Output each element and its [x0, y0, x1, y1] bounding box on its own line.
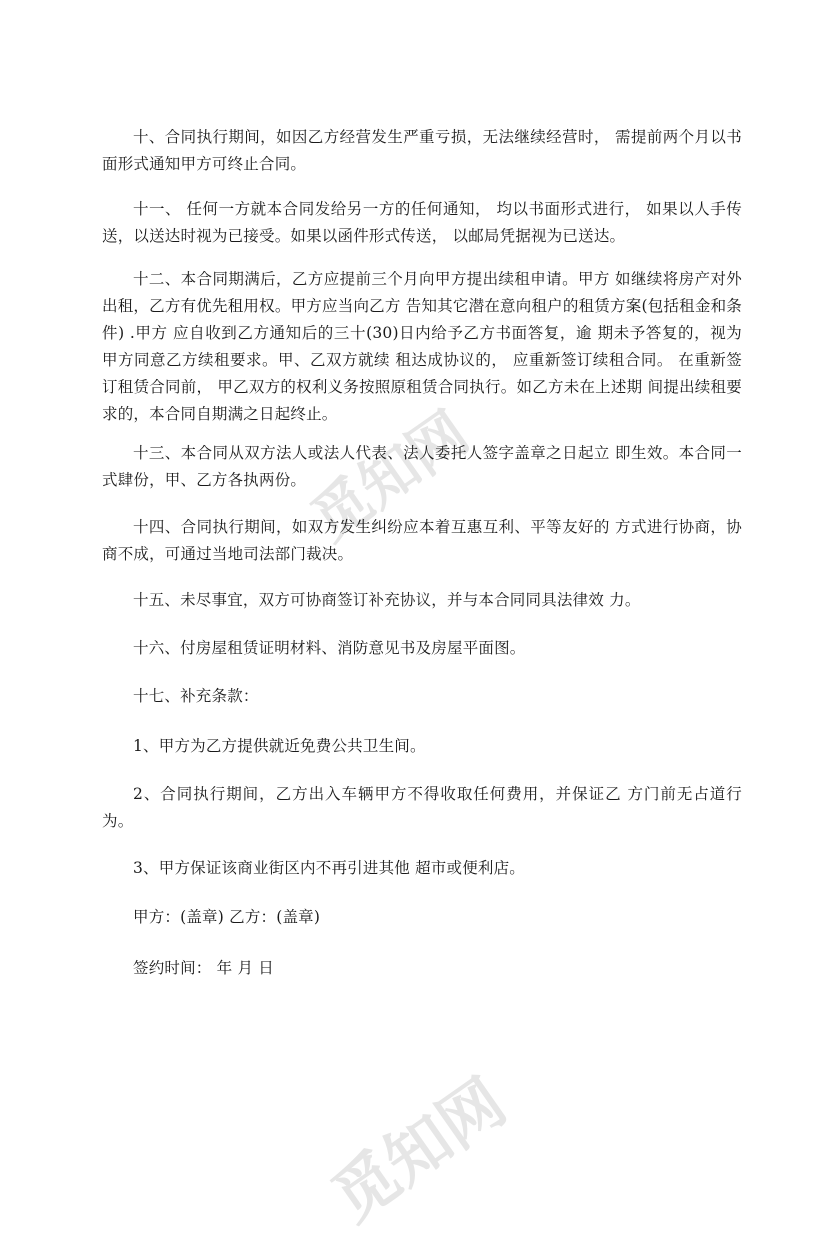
clause-12: 十二、本合同期满后，乙方应提前三个月向甲方提出续租申请。甲方 如继续将房产对外出租，乙方有优先租用权。甲方应当向乙方 告知其它潜在意向租户的租赁方案(包括租金和条件) .甲方 应自收到乙方通知后的三十(30)日内给予乙方书面答复，逾 期未予答复的，视为甲方同意乙方续租要求。甲、乙双方就续 租达成协议的， 应重新签订续租合同。 在重新签订租赁合同前， 甲乙双方的权利义务按照原租赁合同执行。如乙方未在上述期 间提出续租要求的，本合同自期满之日起终止。	[102, 270, 742, 423]
watermark-bottom: 觅知网	[319, 1065, 520, 1237]
supplement-1: 1、甲方为乙方提供就近免费公共卫生间。	[133, 737, 426, 755]
clause-14: 十四、合同执行期间，如双方发生纠纷应本着互惠互利、平等友好的 方式进行协商，协商不成，可通过当地司法部门裁决。	[102, 518, 742, 563]
clause-13: 十三、本合同从双方法人或法人代表、法人委托人签字盖章之日起立 即生效。本合同一式肆份，甲、乙方各执两份。	[102, 444, 742, 489]
clause-10: 十、合同执行期间，如因乙方经营发生严重亏损，无法继续经营时， 需提前两个月以书面形式通知甲方可终止合同。	[102, 128, 742, 173]
clause-11: 十一、 任何一方就本合同发给另一方的任何通知， 均以书面形式进行， 如果以人手传送，以送达时视为已接受。如果以函件形式传送， 以邮局凭据视为已送达。	[102, 200, 742, 245]
supplement-2: 2、合同执行期间，乙方出入车辆甲方不得收取任何费用，并保证乙 方门前无占道行为。	[102, 785, 742, 830]
watermark-center: 觅知网	[299, 398, 481, 554]
clause-16: 十六、付房屋租赁证明材料、消防意见书及房屋平面图。	[133, 639, 526, 657]
signing-date: 签约时间： 年 月 日	[133, 959, 274, 977]
supplement-3: 3、甲方保证该商业街区内不再引进其他 超市或便利店。	[133, 859, 525, 877]
clause-15: 十五、未尽事宜，双方可协商签订补充协议，并与本合同同具法律效 力。	[133, 591, 641, 609]
signature-line: 甲方：(盖章) 乙方：(盖章)	[133, 908, 321, 926]
clause-17-heading: 十七、补充条款：	[133, 687, 259, 705]
